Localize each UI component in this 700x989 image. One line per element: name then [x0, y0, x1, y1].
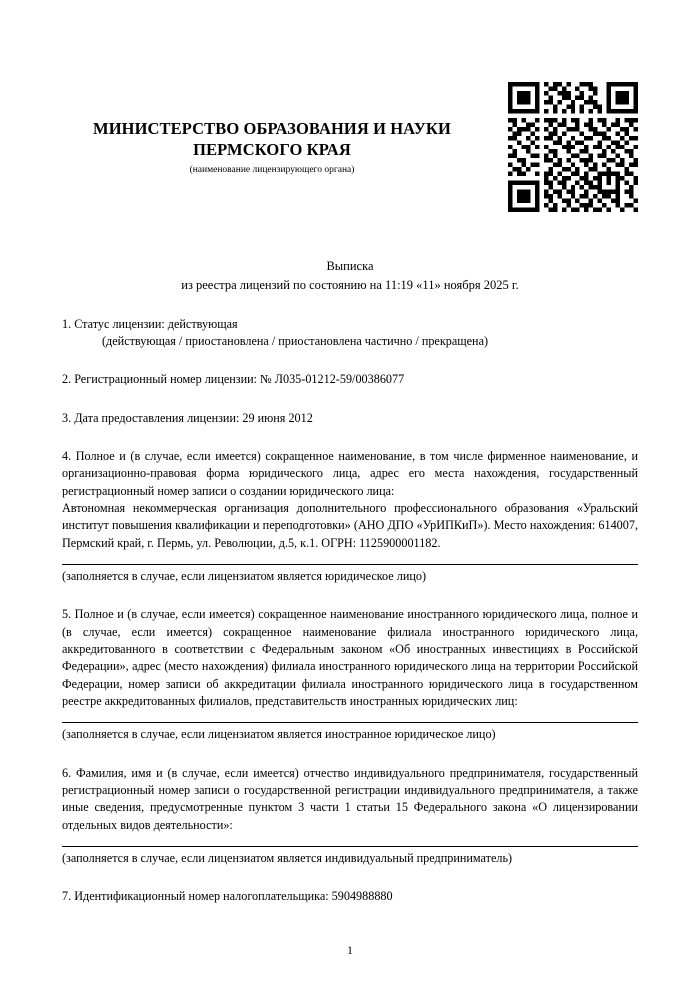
item-foreign-legal-entity-text: 5. Полное и (в случае, если имеется) сокращенное наименование иностранного юридического лица, полное и (в случае, если имеется) сокращенное наименование филиала иностранного юридического лица, аккредитованного в соответствии с Федеральным законом «Об иностранных инвестициях в Российской Федерации», адрес (место нахождения) филиала иностранного юридического лица на территории Российской Федерации, номер записи об аккредитации филиала иностранного юридического лица в государственном реестре аккредитованных филиалов, представительств иностранных юридических лиц: — [62, 607, 638, 708]
item-individual-entrepreneur-text: 6. Фамилия, имя и (в случае, если имеется) отчество индивидуального предпринимателя, государственный регистрационный номер записи о государственной регистрации индивидуального предпринимателя, а также иные сведения, предусмотренные пунктом 3 части 1 статьи 15 Федерального закона «О лицензировании отдельных видов деятельности»: — [62, 765, 638, 832]
issuing-authority-name — [62, 118, 482, 160]
divider-legal-entity — [62, 564, 638, 565]
document-header — [62, 0, 482, 175]
item-legal-entity-value: Автономная некоммерческая организация дополнительного профессионального образования «Уральский институт повышения квалификации и переподготовки» (АНО ДПО «УрИПКиП»). Место нахождения: 614007, Пермский край, г. Пермь, ул. Революции, д.5, к.1. ОГРН: 1125900001182. — [62, 501, 638, 550]
item-individual-entrepreneur — [62, 765, 638, 868]
item-legal-entity-text: 4. Полное и (в случае, если имеется) сокращенное наименование, в том числе фирменное наименование, и организационно-правовая форма юридического лица, адрес его места нахождения, государственный регистрационный номер записи о создании юридического лица: — [62, 449, 638, 498]
item-legal-entity — [62, 448, 638, 585]
divider-foreign-legal-entity — [62, 722, 638, 723]
item-foreign-legal-entity-note: (заполняется в случае, если лицензиатом является иностранное юридическое лицо) — [62, 727, 496, 742]
item-foreign-legal-entity — [62, 606, 638, 743]
page-number: 1 — [347, 945, 353, 957]
item-registration-number-text: 2. Регистрационный номер лицензии: № Л035-01212-59/00386077 — [62, 372, 405, 387]
item-inn-text: 7. Идентификационный номер налогоплательщика: 5904988880 — [62, 889, 393, 904]
qr-code-icon — [508, 82, 638, 212]
item-status-note: (действующая / приостановлена / приостановлена частично / прекращена) — [102, 334, 489, 349]
issuing-authority-caption: (наименование лицензирующего органа) — [189, 165, 355, 176]
item-status-text: 1. Статус лицензии: действующая — [62, 316, 238, 331]
item-inn — [62, 888, 638, 905]
authority-line-2: ПЕРМСКОГО КРАЯ — [193, 140, 351, 160]
document-title — [62, 257, 638, 295]
item-status — [62, 316, 638, 351]
item-registration-number — [62, 371, 638, 388]
item-individual-entrepreneur-note: (заполняется в случае, если лицензиатом является индивидуальный предприниматель) — [62, 850, 513, 865]
title-line-1: Выписка — [326, 259, 374, 274]
item-grant-date-text: 3. Дата предоставления лицензии: 29 июня 2012 — [62, 410, 313, 425]
divider-individual-entrepreneur — [62, 846, 638, 847]
item-grant-date — [62, 410, 638, 427]
authority-line-1: МИНИСТЕРСТВО ОБРАЗОВАНИЯ И НАУКИ — [93, 119, 451, 138]
title-line-2: из реестра лицензий по состоянию на 11:19 «11» ноября 2025 г. — [181, 277, 519, 292]
item-legal-entity-note: (заполняется в случае, если лицензиатом является юридическое лицо) — [62, 569, 427, 583]
